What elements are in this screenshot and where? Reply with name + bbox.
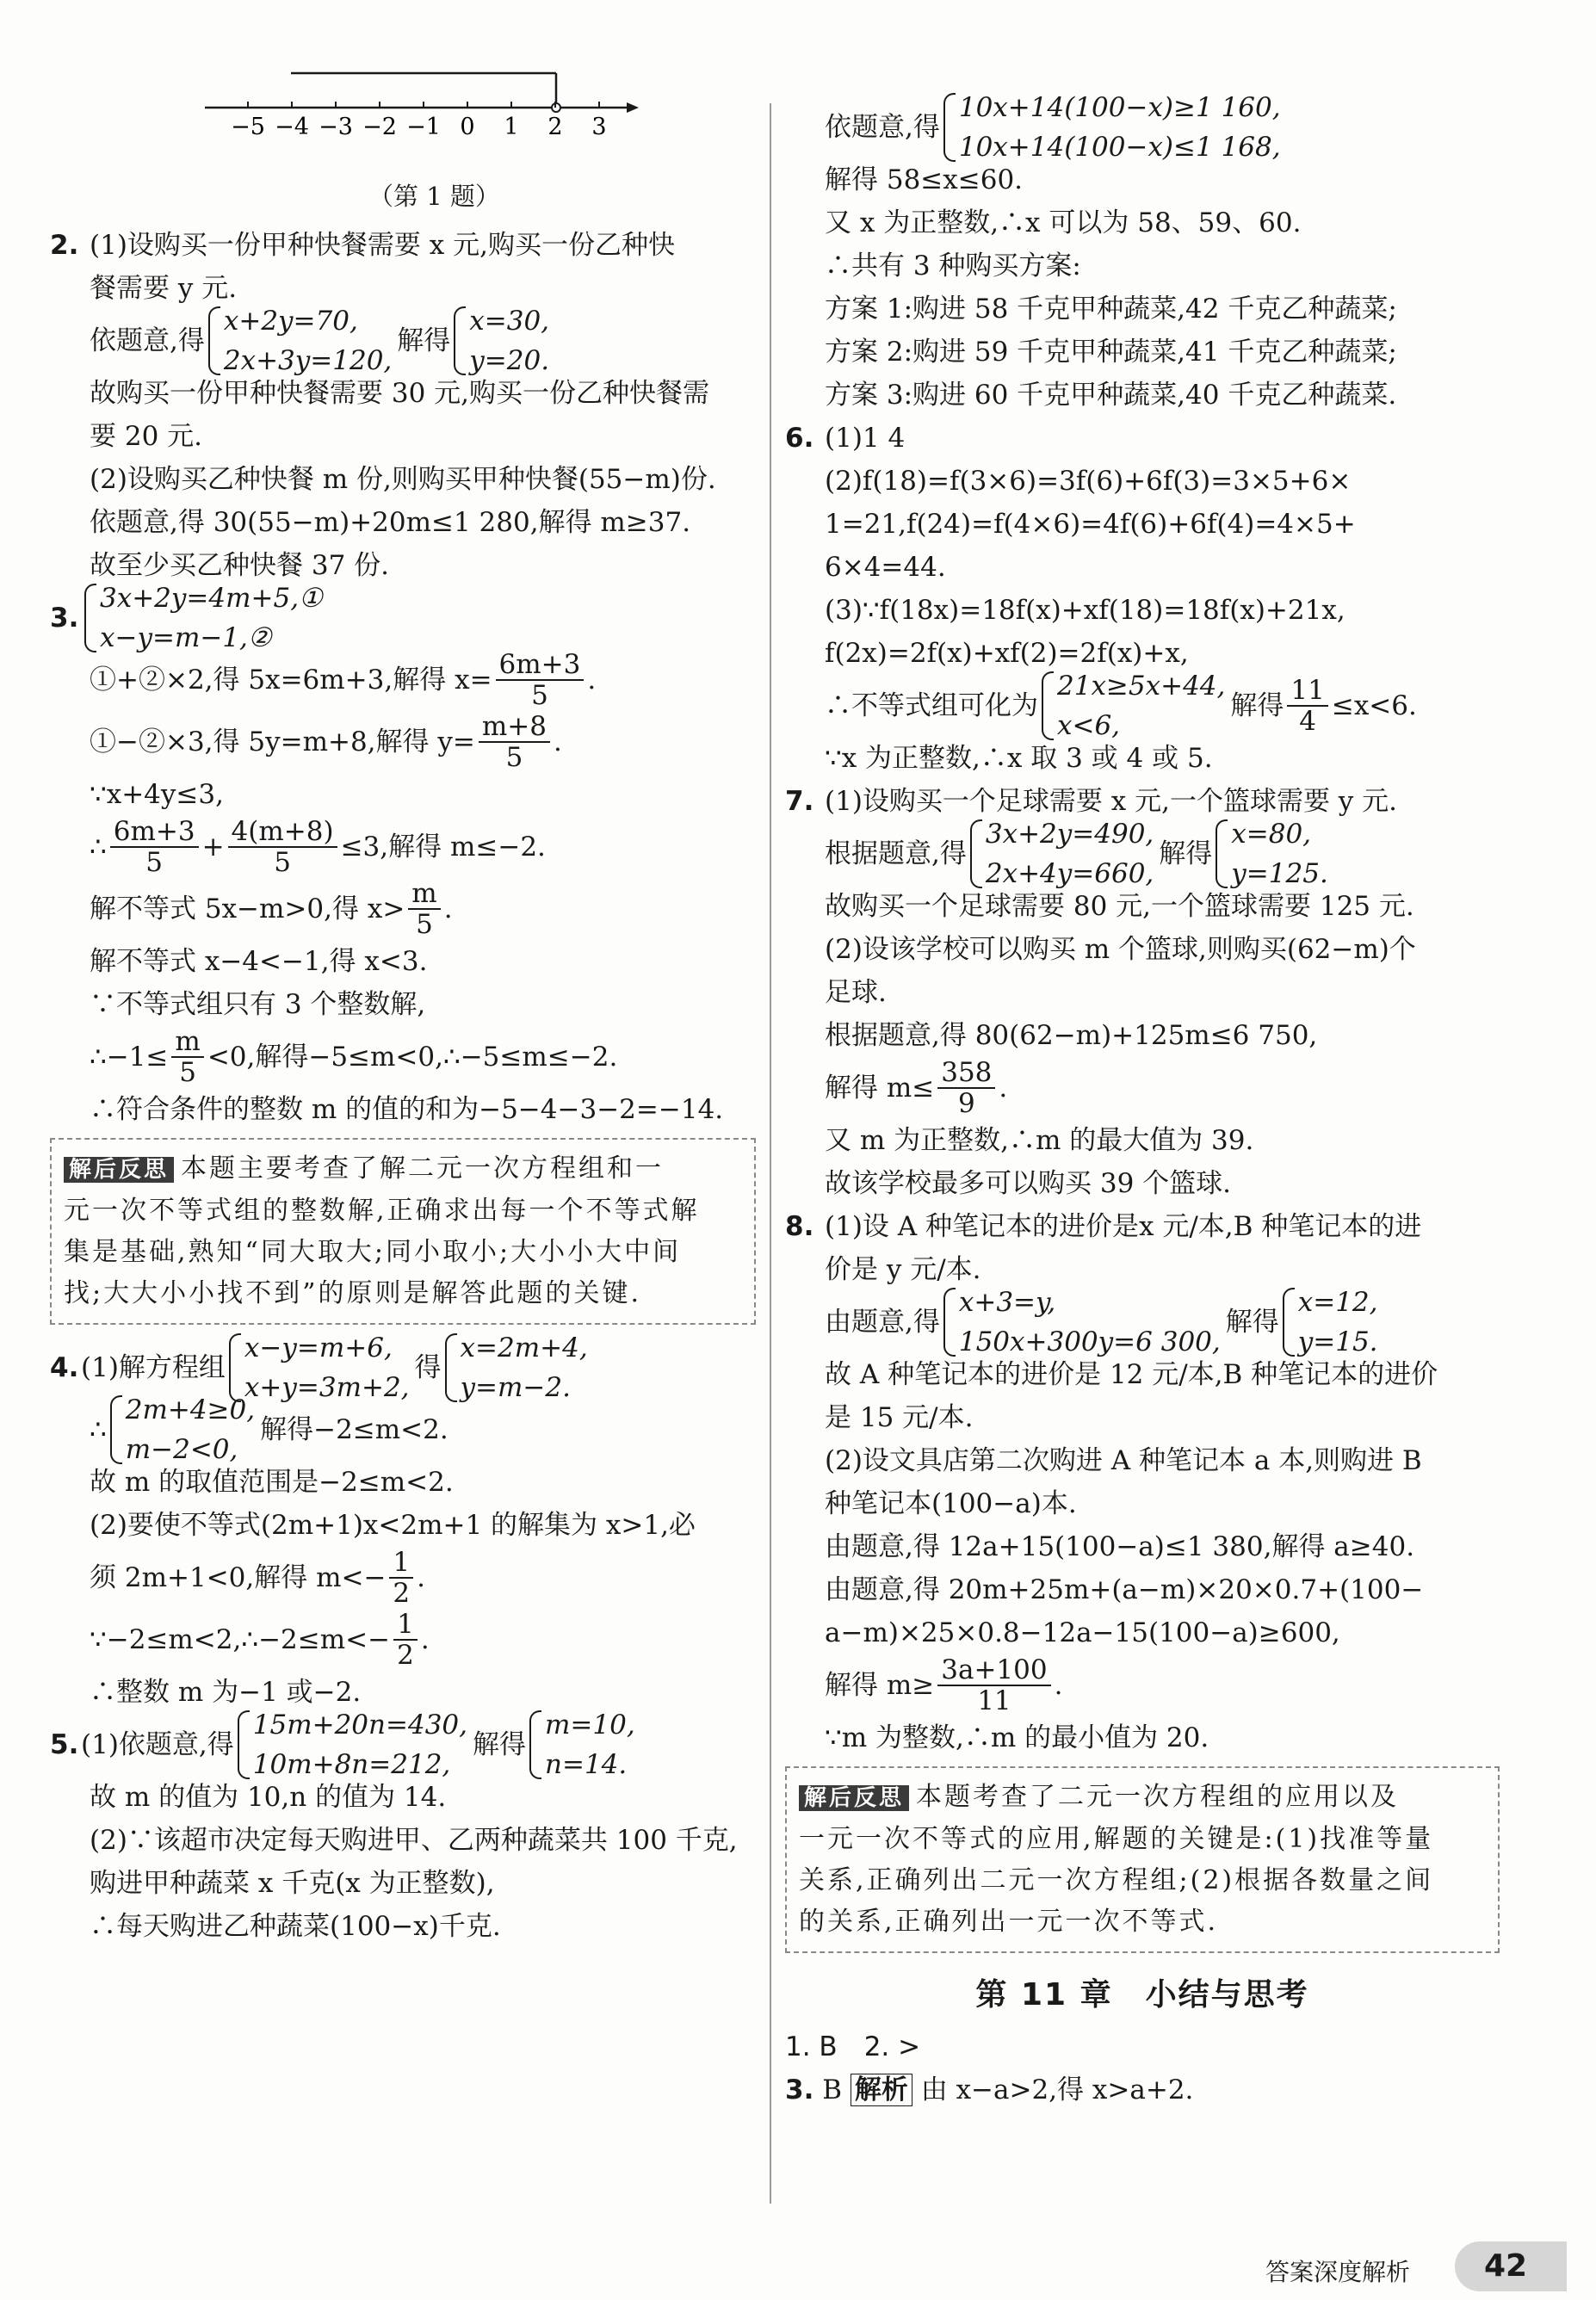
tick-label: −3: [319, 114, 353, 140]
text-line: ∵x+4y≤3,: [90, 779, 224, 810]
tick-label: 2: [547, 114, 563, 140]
equation-row: 4. (1)解方程组 x−y=m+6, x+y=3m+2, 得 x=2m+4, y=m−2.: [50, 1337, 756, 1399]
equation-row: [50, 583, 756, 653]
text-line: 的关系,正确列出一元一次不等式.: [799, 1907, 1219, 1937]
derivation-line: ①+②×2,得 5x=6m+3,解得 x= $\frac{6m+3}{5}$ .: [90, 649, 597, 711]
tick-label: −1: [406, 114, 441, 140]
derivation-line: 解得 m≤ $\frac{358}{9}$ .: [825, 1057, 1008, 1119]
answer-6: 6. (1)1 4 (2)f(18)=f(3×6)=3f(6)+6f(3)=3×5+6× 1=21,f(24)=f(4×6)=4f(6)+6f(4)=4×5+ 6×4=44. (3)∵f(18x)=18f(x)+xf(18)=18f(x)+21x, f(2x)=2f(x)+xf(2)=2f(x)+x, ∴不等式组可化为 21x≥5x+44, x<6, 解得 $\frac{11}{4}$ ≤x<6. ∵x 为正整数,∴x 取 3 或 4 或 5.: [785, 417, 1500, 780]
text-line: ∴整数 m 为−1 或−2.: [90, 1677, 362, 1708]
derivation-line: ∴ $\frac{6m+3}{5}$ + $\frac{4(m+8)}{5}$ ≤3,解得 m≤−2.: [90, 816, 546, 878]
item-number: 5.: [50, 1729, 79, 1760]
text-line: 要 20 元.: [90, 421, 203, 452]
text-line: ∴符合条件的整数 m 的值的和为−5−4−3−2=−14.: [90, 1094, 724, 1125]
inequality-row: 依题意,得 10x+14(100−x)≥1 160, 10x+14(100−x)≤1 168,: [785, 96, 1500, 158]
tick-label: 3: [591, 114, 607, 140]
equation-system: x+2y=70, 2x+3y=120,: [205, 301, 392, 380]
text-line: 解不等式 x−4<−1,得 x<3.: [90, 946, 428, 977]
chapter-heading: 第 11 章 小结与思考: [975, 1977, 1309, 2012]
text-line: (2)设购买乙种快餐 m 份,则购买甲种快餐(55−m)份.: [90, 464, 716, 495]
derivation-line: ∵−2≤m<2,∴−2≤m<− $\frac{1}{2}$ .: [90, 1609, 430, 1671]
solution-system: x=30, y=20.: [450, 301, 549, 380]
text-line: (2)设该学校可以购买 m 个篮球,则购买(62−m)个: [825, 934, 1416, 965]
text-line: 一元一次不等式的应用,解题的关键是:(1)找准等量: [799, 1824, 1434, 1854]
reflection-tag: 解后反思: [799, 1785, 909, 1811]
page-number: 42: [1455, 2241, 1567, 2291]
text-line: 方案 3:购进 60 千克甲种蔬菜,40 千克乙种蔬菜.: [825, 380, 1397, 411]
number-line-svg: [50, 52, 756, 189]
equation-row: 根据题意,得 3x+2y=490, 2x+4y=660, 解得 x=80, y=125.: [785, 823, 1500, 885]
item-number: 6.: [785, 423, 814, 454]
item-number: 7.: [785, 786, 814, 817]
answer-4: [50, 1332, 756, 1714]
text-line: 又 x 为正整数,∴x 可以为 58、59、60.: [825, 207, 1302, 238]
text-line: 元一次不等式组的整数解,正确求出每一个不等式解: [64, 1196, 700, 1226]
text-line: (2)要使不等式(2m+1)x<2m+1 的解集为 x>1,必: [90, 1510, 696, 1541]
text-line: 购进甲种蔬菜 x 千克(x 为正整数),: [90, 1868, 495, 1899]
equation-row: 5. (1)依题意,得 15m+20n=430, 10m+8n=212, 解得 m=10, n=14.: [50, 1714, 756, 1776]
derivation-line: ①−②×3,得 5y=m+8,解得 y= $\frac{m+8}{5}$ .: [90, 711, 562, 773]
answer-3: [50, 583, 756, 1131]
tick-label: 0: [460, 114, 475, 140]
analysis-tag: 解析: [851, 2074, 912, 2106]
right-column: [785, 92, 1500, 2111]
inequality-row: ∴不等式组可化为 21x≥5x+44, x<6, 解得 $\frac{11}{4}$ ≤x<6.: [785, 675, 1500, 737]
inequality-row: ∴ 2m+4≥0, m−2<0, 解得−2≤m<2.: [50, 1399, 756, 1461]
axis-arrow: [627, 102, 639, 113]
text-line: 故 m 的取值范围是−2≤m<2.: [90, 1467, 454, 1498]
tick-label: −5: [231, 114, 265, 140]
derivation-line: ∴−1≤ $\frac{m}{5}$ <0,解得−5≤m<0,∴−5≤m≤−2.: [90, 1026, 618, 1088]
text-line: ∵x 为正整数,∴x 取 3 或 4 或 5.: [825, 743, 1213, 774]
text-line: 解得 58≤x≤60.: [825, 164, 1024, 195]
reflection-tag: 解后反思: [64, 1157, 174, 1183]
item-number: 4.: [50, 1352, 79, 1383]
text-line: 根据题意,得 80(62−m)+125m≤6 750,: [825, 1020, 1318, 1051]
text-line: 由题意,得 12a+15(100−a)≤1 380,解得 a≥40.: [825, 1531, 1415, 1562]
text-line: 餐需要 y 元.: [90, 273, 238, 304]
text-line: a−m)×25×0.8−12a−15(100−a)≥600,: [825, 1617, 1340, 1648]
text-line: 关系,正确列出二元一次方程组;(2)根据各数量之间: [799, 1865, 1434, 1895]
figure-caption: （第 1 题）: [368, 182, 500, 211]
derivation-line: 须 2m+1<0,解得 m<− $\frac{1}{2}$ .: [90, 1547, 426, 1609]
answer-2: [50, 224, 756, 587]
reflection-box: [50, 1138, 756, 1325]
derivation-line: 解不等式 5x−m>0,得 x> $\frac{m}{5}$ .: [90, 878, 453, 940]
text-line: 由题意,得 20m+25m+(a−m)×20×0.7+(100−: [825, 1574, 1424, 1605]
text-inline: 解得: [397, 325, 451, 356]
text-line: f(2x)=2f(x)+xf(2)=2f(x)+x,: [825, 638, 1189, 669]
text-line: 种笔记本(100−a)本.: [825, 1488, 1077, 1519]
answer-1-2: 1. B 2. >: [785, 2031, 921, 2062]
text-line: 故购买一份甲种快餐需要 30 元,购买一份乙种快餐需: [90, 378, 710, 409]
answer-7: 7. (1)设购买一个足球需要 x 元,一个篮球需要 y 元. 根据题意,得 3x+2y=490, 2x+4y=660, 解得 x=80, y=125. 故购买一个足球需要 80 元,一个篮球需要 125 元. (2)设该学校可以购买 m 个篮球,则购买(62−m)个 足球. 根据题意,得 80(62−m)+125m≤6 750, 解得 m≤ $\frac{358}{9}$ . 又 m 为正整数,∴m 的最大值为 39. 故该学校最多可以购买 39 个篮球.: [785, 780, 1500, 1205]
number-line-figure: [50, 86, 756, 224]
text-line: (2)设文具店第二次购进 A 种笔记本 a 本,则购进 B: [825, 1445, 1422, 1476]
reflection-box: 解后反思 本题考查了二元一次方程组的应用以及 一元一次不等式的应用,解题的关键是:(1)找准等量 关系,正确列出二元一次方程组;(2)根据各数量之间 的关系,正确列出一元一次不等式.: [785, 1766, 1500, 1953]
text-line: 又 m 为正整数,∴m 的最大值为 39.: [825, 1125, 1254, 1156]
text-line: (2)f(18)=f(3×6)=3f(6)+6f(3)=3×5+6×: [825, 466, 1352, 497]
tick-label: 1: [504, 114, 519, 140]
text-line: ∵m 为整数,∴m 的最小值为 20.: [825, 1722, 1209, 1753]
item-number: 8.: [785, 1211, 814, 1242]
text-line: 故至少买乙种快餐 37 份.: [90, 550, 390, 581]
text-line: (1)设购买一份甲种快餐需要 x 元,购买一份乙种快: [90, 230, 675, 261]
footer-label: 答案深度解析: [1265, 2258, 1411, 2286]
answer-5-continued: [785, 92, 1500, 417]
answer-3-short: 3. B 解析 由 x−a>2,得 x>a+2.: [785, 2074, 1194, 2105]
text-line: 故 m 的值为 10,n 的值为 14.: [90, 1782, 447, 1813]
text-line: 方案 2:购进 59 千克甲种蔬菜,41 千克乙种蔬菜;: [825, 337, 1397, 368]
tick-label: −4: [275, 114, 309, 140]
text-line: ∴共有 3 种购买方案:: [825, 250, 1081, 281]
item-number: 3.: [50, 603, 79, 634]
text-line: 找;大大小小找不到”的原则是解答此题的关键.: [64, 1278, 641, 1308]
text-line: 集是基础,熟知“同大取大;同小取小;大小小大中间: [64, 1237, 682, 1267]
text-line: 方案 1:购进 58 千克甲种蔬菜,42 千克乙种蔬菜;: [825, 294, 1397, 325]
text-line: 故 A 种笔记本的进价是 12 元/本,B 种笔记本的进价: [825, 1359, 1438, 1390]
text-line: 6×4=44.: [825, 552, 946, 583]
text-line: ∴每天购进乙种蔬菜(100−x)千克.: [90, 1911, 501, 1942]
equation-system: 3x+2y=4m+5,① x−y=m−1,②: [81, 578, 323, 658]
answer-5: [50, 1710, 756, 1948]
text-line: (3)∵f(18x)=18f(x)+xf(18)=18f(x)+21x,: [825, 595, 1345, 626]
text-line: 1=21,f(24)=f(4×6)=4f(6)+6f(4)=4×5+: [825, 509, 1356, 540]
text-inline: 依题意,得: [90, 325, 205, 356]
equation-row: [50, 306, 756, 376]
item-number: 2.: [50, 230, 79, 261]
text-line: 故购买一个足球需要 80 元,一个篮球需要 125 元.: [825, 891, 1414, 922]
derivation-line: 解得 m≥ $\frac{3a+100}{11}$ .: [825, 1654, 1063, 1716]
text-line: (2)∵该超市决定每天购进甲、乙两种蔬菜共 100 千克,: [90, 1825, 738, 1856]
text-line: ∵不等式组只有 3 个整数解,: [90, 989, 426, 1020]
text-line: 依题意,得 30(55−m)+20m≤1 280,解得 m≥37.: [90, 507, 691, 538]
equation-row: 由题意,得 x+3=y, 150x+300y=6 300, 解得 x=12, y=15.: [785, 1291, 1500, 1353]
left-column: [50, 86, 756, 1948]
text-line: 故该学校最多可以购买 39 个篮球.: [825, 1168, 1232, 1199]
text-line: 足球.: [825, 977, 887, 1008]
text-line: 价是 y 元/本.: [825, 1254, 981, 1285]
tick-label: −2: [362, 114, 397, 140]
text-inline: 本题主要考查了解二元一次方程组和一: [181, 1153, 665, 1184]
column-divider: [770, 103, 771, 2204]
text-line: 是 15 元/本.: [825, 1402, 974, 1433]
answer-8: 8. (1)设 A 种笔记本的进价是x 元/本,B 种笔记本的进 价是 y 元/本. 由题意,得 x+3=y, 150x+300y=6 300, 解得 x=12, y=15. 故 A 种笔记本的进价是 12 元/本,B 种笔记本的进价 是 15 元/本. (2)设文具店第二次购进 A 种笔记本 a 本,则购进 B 种笔记本(100−a)本. 由题意,得 12a+15(100−a)≤1 380,解得 a≥40. 由题意,得 20m+25m+(a−m)×20×0.7+(100− a−m)×25×0.8−12a−15(100−a)≥600, 解得 m≥ $\frac{3a+100}{11}$ . ∵m 为整数,∴m 的最小值为 20.: [785, 1205, 1500, 1759]
